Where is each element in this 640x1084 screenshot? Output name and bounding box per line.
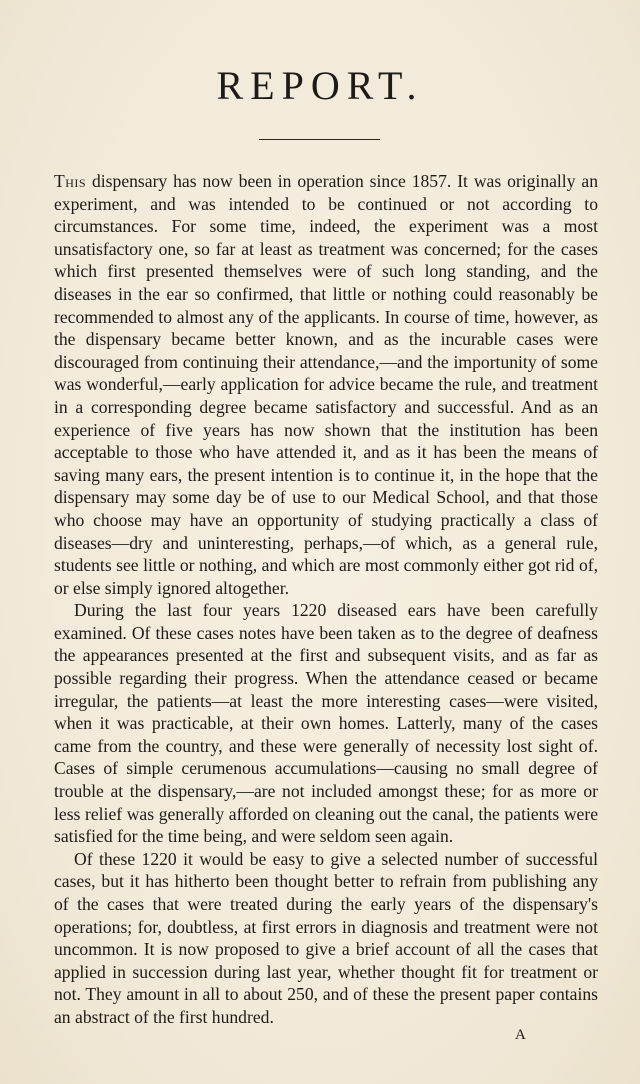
page-title: REPORT. xyxy=(216,63,424,108)
paragraph-3: Of these 1220 it would be easy to give a selected number of successful cases, but it has hitherto been thought better to refrain from publishing any of the cases that were treated during the early years of the dispensary's operations; for, doubtless, at first errors in diagnosis and treatment were not uncommon. It is now proposed to give a brief account of all the cases that applied in succession during last year, whether thought fit for treatment or not. They amount in all to about 250, and of these the present paper contains an abstract of the first hundred. xyxy=(54,848,598,1027)
paragraph-2: During the last four years 1220 diseased ears have been carefully examined. Of these cases notes have been taken as to the degree of deafness the appearances presented at the first and subsequent visits, and as far as possible regarding their progress. When the attendance ceased or became irregular, the patients—at least the more interesting cases—were visited, when it was practicable, at their own homes. Latterly, many of the cases came from the country, and these were generally of necessity lost sight of. Cases of simple cerumenous accumulations—causing no small degree of trouble at the dispensary,—are not included amongst these; for as more or less relief was generally afforded on cleaning out the canal, the patients were satisfied for the time being, and were seldom seen again. xyxy=(54,600,598,847)
paragraph-1-text: dispensary has now been in operation since 1857. It was originally an experiment, and was intended to be continued or not according to circumstances. For some time, indeed, the experiment was a most unsatisfactory one, so far at least as treatment was concerned; for the cases which first presented themselves were of such long standing, and the diseases in the ear so confirmed, that little or nothing could reasonably be recommended to almost any of the applicants. In course of time, however, as the dispensary became better known, and as the incurable cases were discouraged from continuing their attendance,—and the importunity of some was wonderful,—early application for advice became the rule, and treatment in a corresponding degree became satisfactory and successful. And as an experience of five years has now shown that the institution has been acceptable to those who have attended it, and as it has been the means of saving many ears, the present intention is to continue it, in the hope that the dispensary may some day be of use to our Medical School, and that those who choose may have an opportunity of studying practically a class of diseases—dry and uninteresting, perhaps,—of which, as a general rule, students see little or nothing, and which are most commonly either got rid of, or else simply ignored altogether. xyxy=(54,171,598,598)
paragraph-1 xyxy=(54,170,598,599)
signature-mark: A xyxy=(515,1027,527,1043)
title-divider xyxy=(259,139,380,140)
report-body xyxy=(54,170,598,1029)
paragraph-1-first-word: This xyxy=(54,171,87,191)
